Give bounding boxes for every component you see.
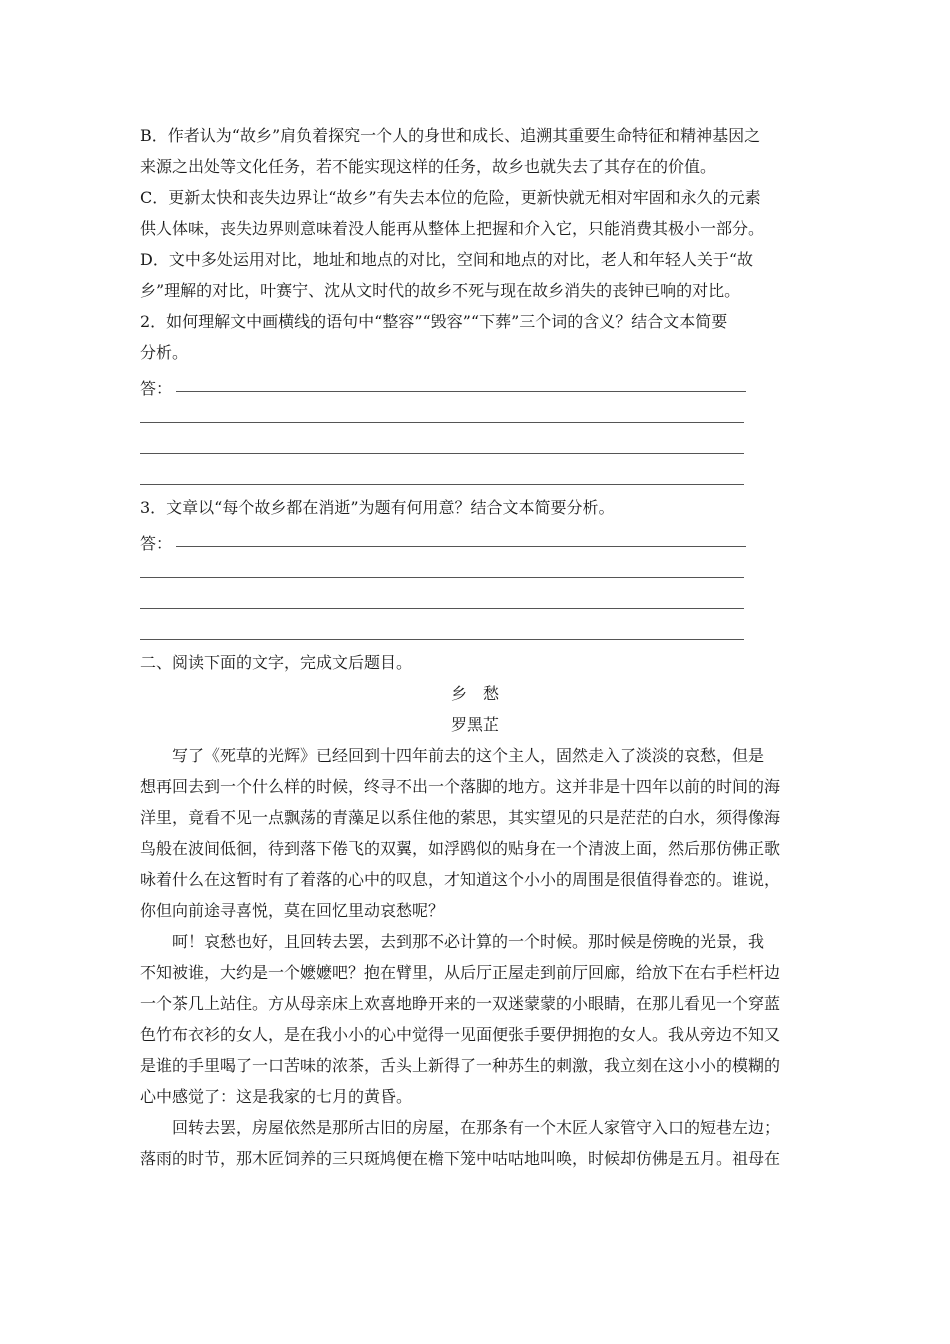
passage-title: 乡 愁 [450,684,499,703]
option-b-line-1: B．作者认为“故乡”肩负着探究一个人的身世和成长、追溯其重要生命特征和精神基因之 [140,126,761,145]
q2-answer-row-2[interactable] [140,399,810,430]
q3-answer-row-2[interactable] [140,554,810,585]
q3-answer-row-3[interactable] [140,585,810,616]
q2-answer-line-1[interactable] [176,391,746,392]
passage-p1-line-3: 洋里，竟看不见一点飘荡的青藻足以系住他的萦思，其实望见的只是茫茫的白水，须得像海 [140,808,781,827]
passage-p3-line-1: 回转去罢，房屋依然是那所古旧的房屋，在那条有一个木匠人家管守入口的短巷左边； [172,1118,781,1137]
section-2-heading: 二、阅读下面的文字，完成文后题目。 [140,653,413,672]
option-c-line-2: 供人体味，丧失边界则意味着没人能再从整体上把握和介入它，只能消费其极小一部分。 [140,219,765,238]
document-body [140,120,810,1174]
question-2-line-2: 分析。 [140,343,189,362]
q2-answer-label: 答： [140,379,173,398]
passage-p1-line-6: 你但向前途寻喜悦，莫在回忆里动哀愁呢？ [140,901,445,920]
question-3: 3．文章以“每个故乡都在消逝”为题有何用意？结合文本简要分析。 [140,498,615,517]
q3-answer-line-3[interactable] [140,608,744,609]
q2-answer-line-2[interactable] [140,422,744,423]
passage-p3-line-2: 落雨的时节，那木匠饲养的三只斑鸠便在檐下笼中咕咕地叫唤，时候却仿佛是五月。祖母在 [140,1149,781,1168]
q2-answer-row[interactable] [140,368,810,399]
passage-p1-line-1: 写了《死草的光辉》已经回到十四年前去的这个主人，固然走入了淡淡的哀愁，但是 [172,746,765,765]
q3-answer-row[interactable] [140,523,810,554]
option-d-line-1: D．文中多处运用对比，地址和地点的对比，空间和地点的对比，老人和年轻人关于“故 [140,250,754,269]
passage-p2-line-5: 是谁的手里喝了一口苦味的浓茶，舌头上新得了一种苏生的刺激，我立刻在这小小的模糊的 [140,1056,781,1075]
passage-p2-line-3: 一个茶几上站住。方从母亲床上欢喜地睁开来的一双迷蒙蒙的小眼睛，在那儿看见一个穿蓝 [140,994,781,1013]
passage-p1-line-2: 想再回去到一个什么样的时候，终寻不出一个落脚的地方。这并非是十四年以前的时间的海 [140,777,781,796]
passage-p2-line-4: 色竹布衣衫的女人，是在我小小的心中觉得一见面便张手要伊拥抱的女人。我从旁边不知又 [140,1025,781,1044]
q3-answer-line-4[interactable] [140,639,744,640]
option-c-line-1: C．更新太快和丧失边界让“故乡”有失去本位的危险，更新快就无相对牢固和永久的元素 [140,188,761,207]
passage-p1-line-5: 咏着什么在这暂时有了着落的心中的叹息，才知道这个小小的周围是很值得眷恋的。谁说， [140,870,781,889]
q2-answer-line-3[interactable] [140,453,744,454]
passage-p2-line-6: 心中感觉了：这是我家的七月的黄昏。 [140,1087,413,1106]
q2-answer-row-4[interactable] [140,461,810,492]
passage-p1-line-4: 鸟般在波间低徊，待到落下倦飞的双翼，如浮鸥似的贴身在一个清波上面，然后那仿佛正歌 [140,839,781,858]
q3-answer-line-2[interactable] [140,577,744,578]
passage-author: 罗黑芷 [450,715,499,734]
question-2-line-1: 2．如何理解文中画横线的语句中“整容”“毁容”“下葬”三个词的含义？结合文本简要 [140,312,728,331]
passage-p2-line-1: 呵！哀愁也好，且回转去罢，去到那不必计算的一个时候。那时候是傍晚的光景，我 [172,932,765,951]
q2-answer-line-4[interactable] [140,484,744,485]
q3-answer-row-4[interactable] [140,616,810,647]
option-b-line-2: 来源之出处等文化任务，若不能实现这样的任务，故乡也就失去了其存在的价值。 [140,157,717,176]
q3-answer-label: 答： [140,534,173,553]
q2-answer-row-3[interactable] [140,430,810,461]
q3-answer-line-1[interactable] [176,546,746,547]
option-d-line-2: 乡”理解的对比，叶赛宁、沈从文时代的故乡不死与现在故乡消失的丧钟已响的对比。 [140,281,741,300]
passage-p2-line-2: 不知被谁，大约是一个嬷嬷吧？抱在臂里，从后厅正屋走到前厅回廊，给放下在右手栏杆边 [140,963,781,982]
